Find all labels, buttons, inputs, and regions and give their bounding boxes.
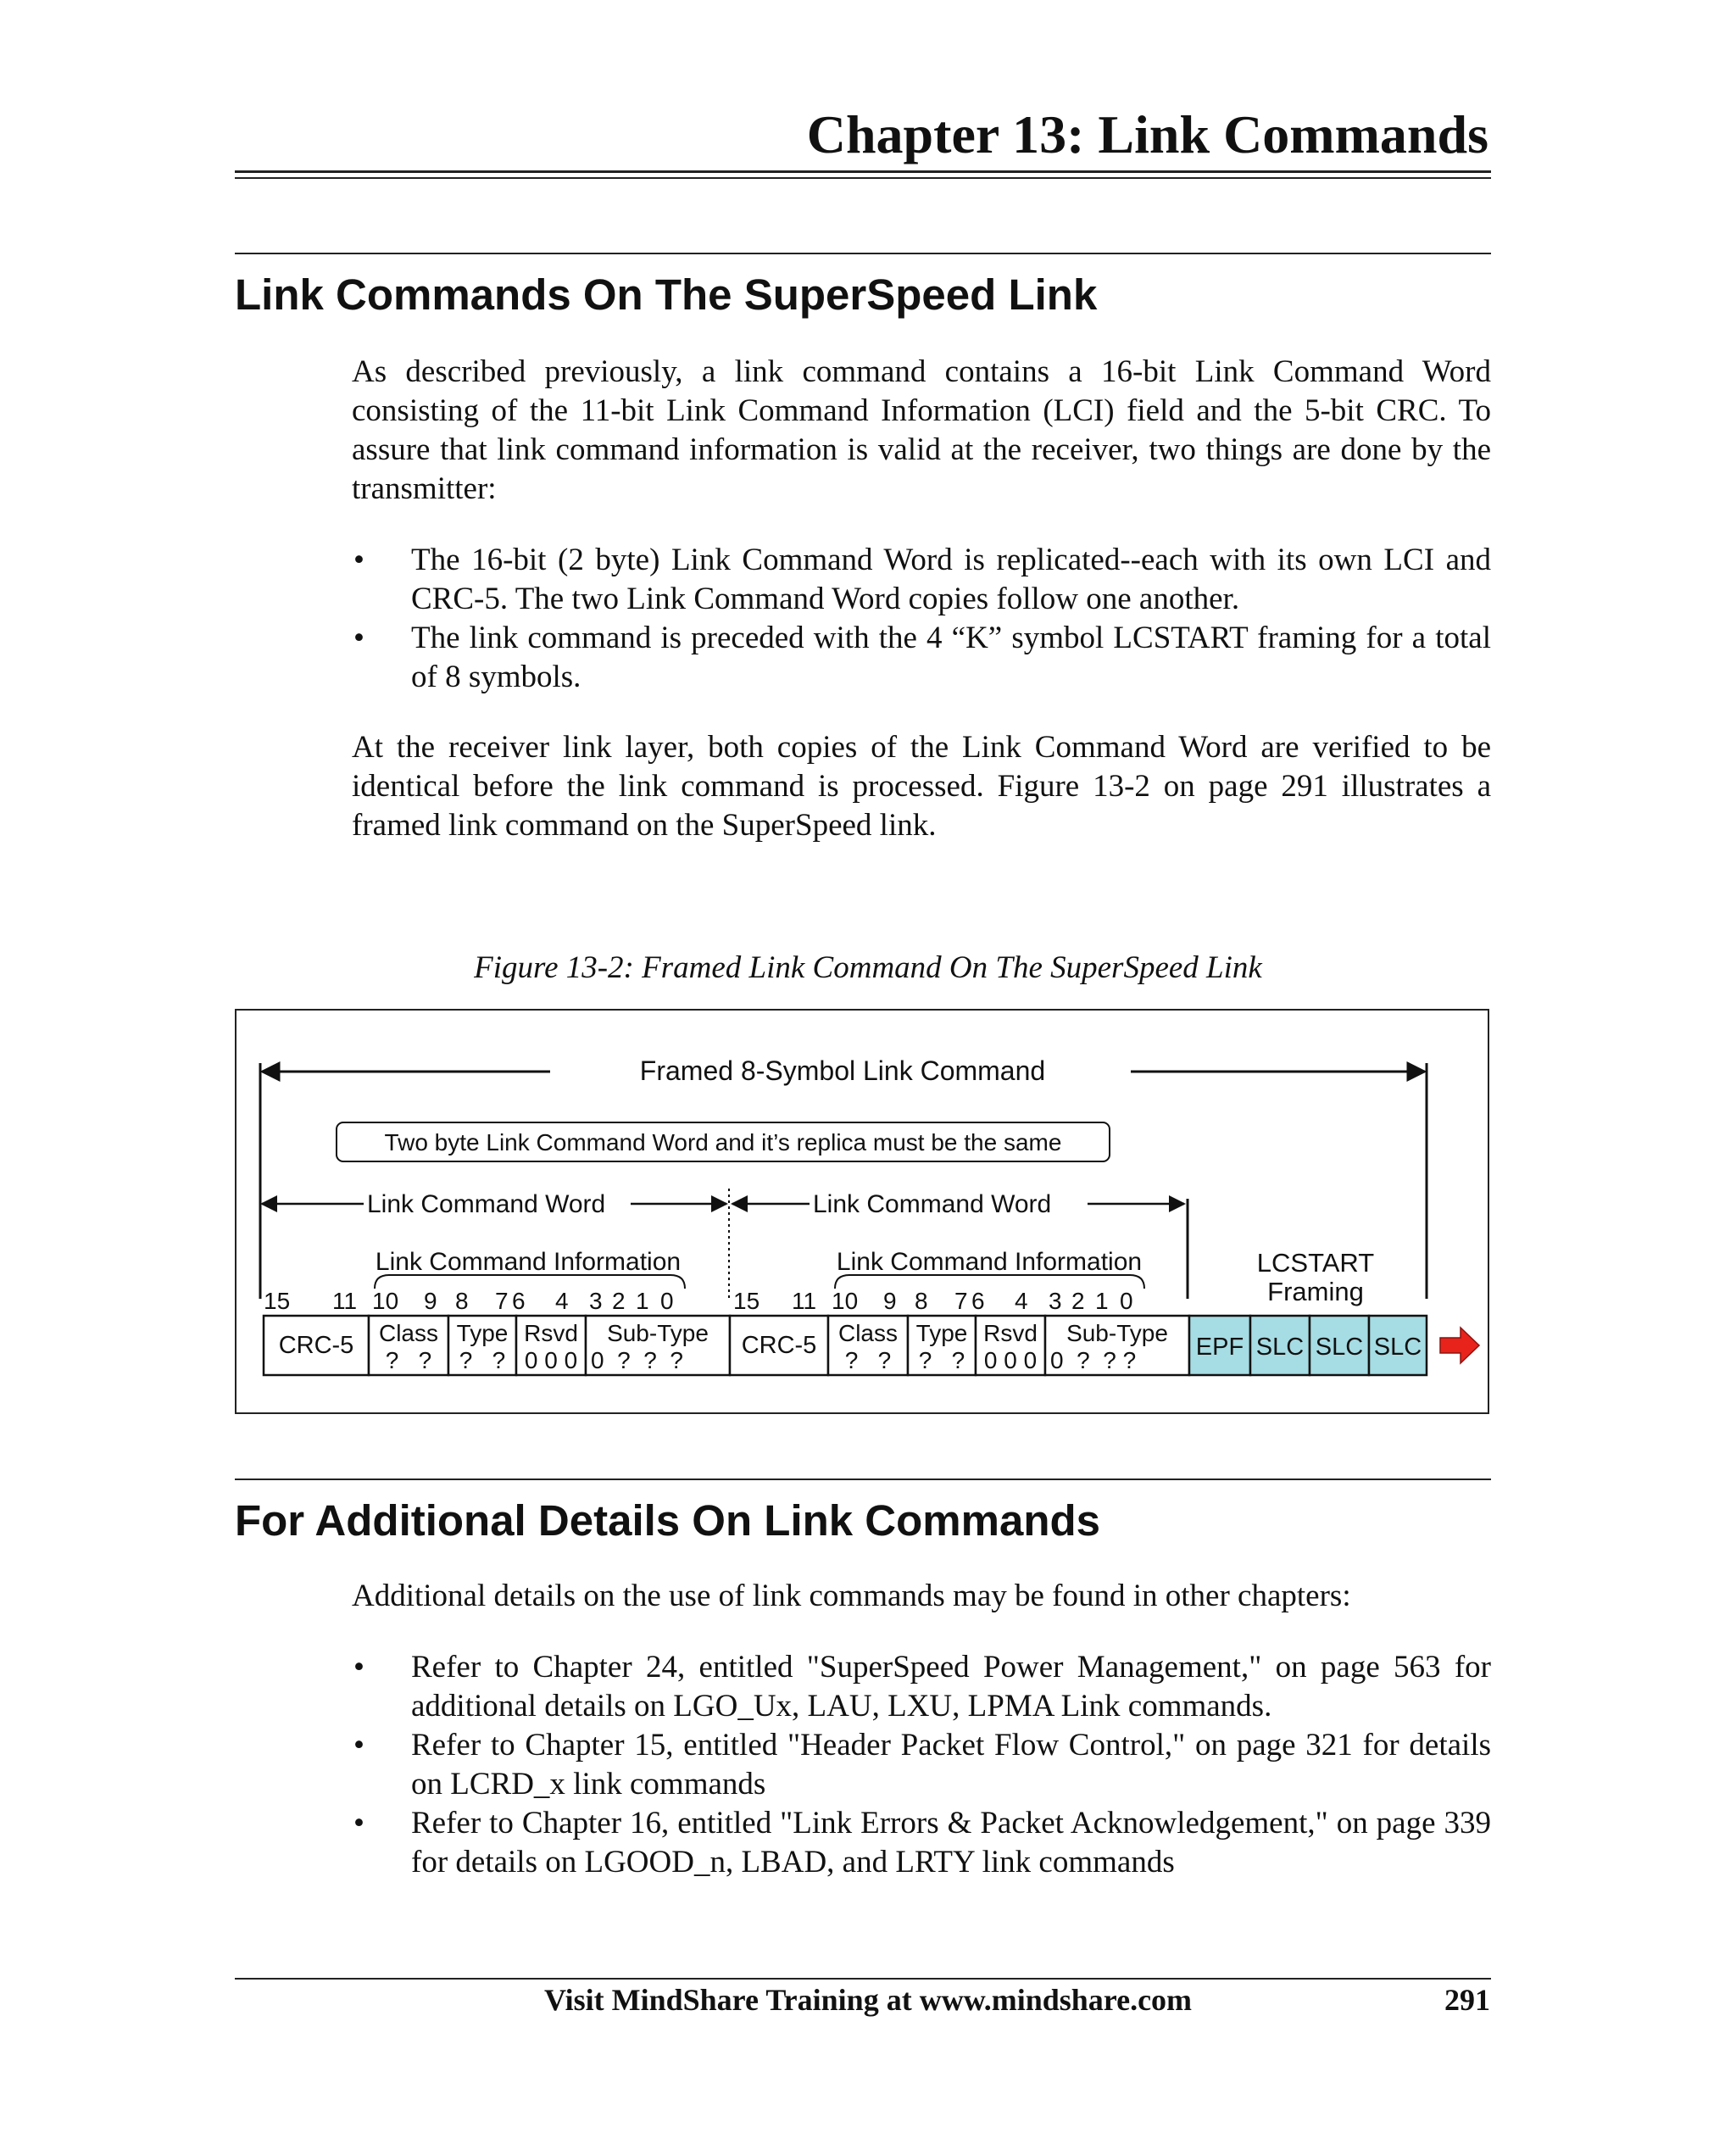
bit-number: 1: [1095, 1288, 1109, 1314]
section-rule: [235, 1479, 1491, 1480]
bit-number: 11: [792, 1288, 817, 1314]
field-value: 0 ? ? ?: [591, 1347, 683, 1373]
field-label: CRC-5: [741, 1332, 817, 1359]
field-value: ? ?: [918, 1347, 965, 1373]
field-label: CRC-5: [278, 1332, 354, 1359]
list-item: • Refer to Chapter 16, entitled "Link Errors & Packet Acknowledgement," on page 339 for details on LGOOD_n, LBAD, and LRTY link commands: [353, 1806, 1491, 1879]
section-heading: For Additional Details On Link Commands: [235, 1496, 1101, 1545]
footer-rule: [235, 1978, 1491, 1980]
info-brace: [375, 1275, 685, 1289]
field-value: ? ?: [459, 1347, 506, 1373]
bit-number: 9: [883, 1288, 897, 1314]
bullet-list: [352, 541, 1491, 697]
symbol-label: SLC: [1255, 1334, 1305, 1361]
bit-number: 10: [832, 1288, 859, 1314]
list-item-text: Refer to Chapter 24, entitled "SuperSpeed Power Management," on page 563 for additional details on LGO_Ux, LAU, LXU, LPMA Link commands.: [411, 1650, 1491, 1724]
bit-number: 8: [915, 1288, 928, 1314]
footer-text: Visit MindShare Training at www.mindshare.com: [543, 1983, 1193, 2017]
bit-number: 3: [1049, 1288, 1062, 1314]
field-label: Type: [915, 1320, 968, 1346]
bit-number: 9: [424, 1288, 437, 1314]
framed-label: Framed 8-Symbol Link Command: [639, 1055, 1046, 1086]
list-item-text: Refer to Chapter 16, entitled "Link Errors & Packet Acknowledgement," on page 339 for details on LGOOD_n, LBAD, and LRTY link commands: [411, 1806, 1491, 1879]
list-item: • The 16-bit (2 byte) Link Command Word is replicated--each with its own LCI and CRC-5. The two Link Command Word copies follow one another.: [353, 543, 1491, 616]
link-command-word-2: [730, 1316, 1189, 1375]
lcstart-label: Framing: [1267, 1277, 1364, 1306]
section-rule: [235, 253, 1491, 254]
list-item-text: Refer to Chapter 15, entitled "Header Packet Flow Control," on page 321 for details on LCRD_x link commands: [411, 1728, 1491, 1802]
bit-number: 6: [512, 1288, 526, 1314]
bit-number: 4: [1015, 1288, 1028, 1314]
field-label: Sub-Type: [607, 1320, 709, 1346]
word-label: Link Command Word: [813, 1190, 1052, 1218]
symbol-label: EPF: [1195, 1334, 1244, 1361]
bit-number: 2: [1071, 1288, 1085, 1314]
header-rule: [235, 170, 1491, 173]
bit-number: 4: [555, 1288, 569, 1314]
bit-number: 15: [264, 1288, 291, 1314]
bit-number: 6: [971, 1288, 985, 1314]
note-text: Two byte Link Command Word and it’s replica must be the same: [384, 1129, 1062, 1156]
field-label: Rsvd: [983, 1320, 1038, 1346]
figure-caption: Figure 13-2: Framed Link Command On The SuperSpeed Link: [474, 950, 1262, 985]
field-label: Class: [837, 1320, 899, 1346]
paragraph: Additional details on the use of link commands may be found in other chapters:: [352, 1579, 1351, 1613]
bullet-list: [352, 1648, 1491, 1882]
bit-number: 0: [660, 1288, 674, 1314]
info-brace: [835, 1275, 1144, 1289]
link-command-diagram: [236, 1011, 1491, 1416]
info-label: Link Command Information: [375, 1248, 682, 1276]
lcstart-label: LCSTART: [1256, 1248, 1375, 1278]
field-label: Rsvd: [524, 1320, 578, 1346]
figure: [235, 1009, 1489, 1414]
link-command-word-1: [264, 1316, 730, 1375]
paragraph: At the receiver link layer, both copies of the Link Command Word are verified to be identical before the link command is processed. Figure 13-2 on page 291 illustrates a framed link command on the SuperSpeed link.: [352, 730, 1491, 843]
field-value: 0 0 0: [524, 1347, 578, 1373]
field-label: Type: [456, 1320, 509, 1346]
bit-number: 11: [332, 1288, 358, 1314]
direction-arrow-icon: [1440, 1328, 1479, 1363]
bit-number: 7: [495, 1288, 509, 1314]
bit-number: 1: [636, 1288, 649, 1314]
page-number: 291: [1444, 1983, 1490, 2017]
field-value: 0 ? ? ?: [1050, 1347, 1137, 1373]
bit-number: 2: [612, 1288, 626, 1314]
field-label: Class: [378, 1320, 439, 1346]
info-label: Link Command Information: [836, 1248, 1143, 1276]
field-value: 0 0 0: [983, 1347, 1038, 1373]
field-value: ? ?: [844, 1347, 892, 1373]
chapter-title: Chapter 13: Link Commands: [806, 104, 1488, 164]
bit-number: 8: [455, 1288, 469, 1314]
bit-number: 10: [372, 1288, 399, 1314]
section-heading: Link Commands On The SuperSpeed Link: [235, 270, 1098, 319]
bit-number: 0: [1120, 1288, 1133, 1314]
header-rule-thin: [235, 177, 1491, 179]
symbol-label: SLC: [1315, 1334, 1364, 1361]
field-label: Sub-Type: [1066, 1320, 1168, 1346]
word-label: Link Command Word: [367, 1190, 606, 1218]
bit-number: 7: [954, 1288, 968, 1314]
lcstart-symbols: [1189, 1316, 1427, 1375]
list-item-text: The link command is preceded with the 4 “K” symbol LCSTART framing for a total of 8 symbols.: [411, 621, 1491, 694]
symbol-label: SLC: [1373, 1334, 1422, 1361]
list-item: • Refer to Chapter 15, entitled "Header Packet Flow Control," on page 321 for details on LCRD_x link commands: [353, 1728, 1491, 1802]
bit-numbers: [264, 1288, 1133, 1314]
list-item: • The link command is preceded with the 4 “K” symbol LCSTART framing for a total of 8 symbols.: [353, 621, 1491, 694]
bit-number: 15: [733, 1288, 760, 1314]
bit-number: 3: [589, 1288, 603, 1314]
field-value: ? ?: [385, 1347, 432, 1373]
list-item: • Refer to Chapter 24, entitled "SuperSpeed Power Management," on page 563 for additional details on LGO_Ux, LAU, LXU, LPMA Link commands.: [353, 1650, 1491, 1724]
paragraph: As described previously, a link command contains a 16-bit Link Command Word consisting of the 11-bit Link Command Information (LCI) field and the 5-bit CRC. To assure that link command information is valid at the receiver, two things are done by the transmitter:: [352, 354, 1491, 506]
list-item-text: The 16-bit (2 byte) Link Command Word is replicated--each with its own LCI and CRC-5. The two Link Command Word copies follow one another.: [411, 543, 1491, 616]
